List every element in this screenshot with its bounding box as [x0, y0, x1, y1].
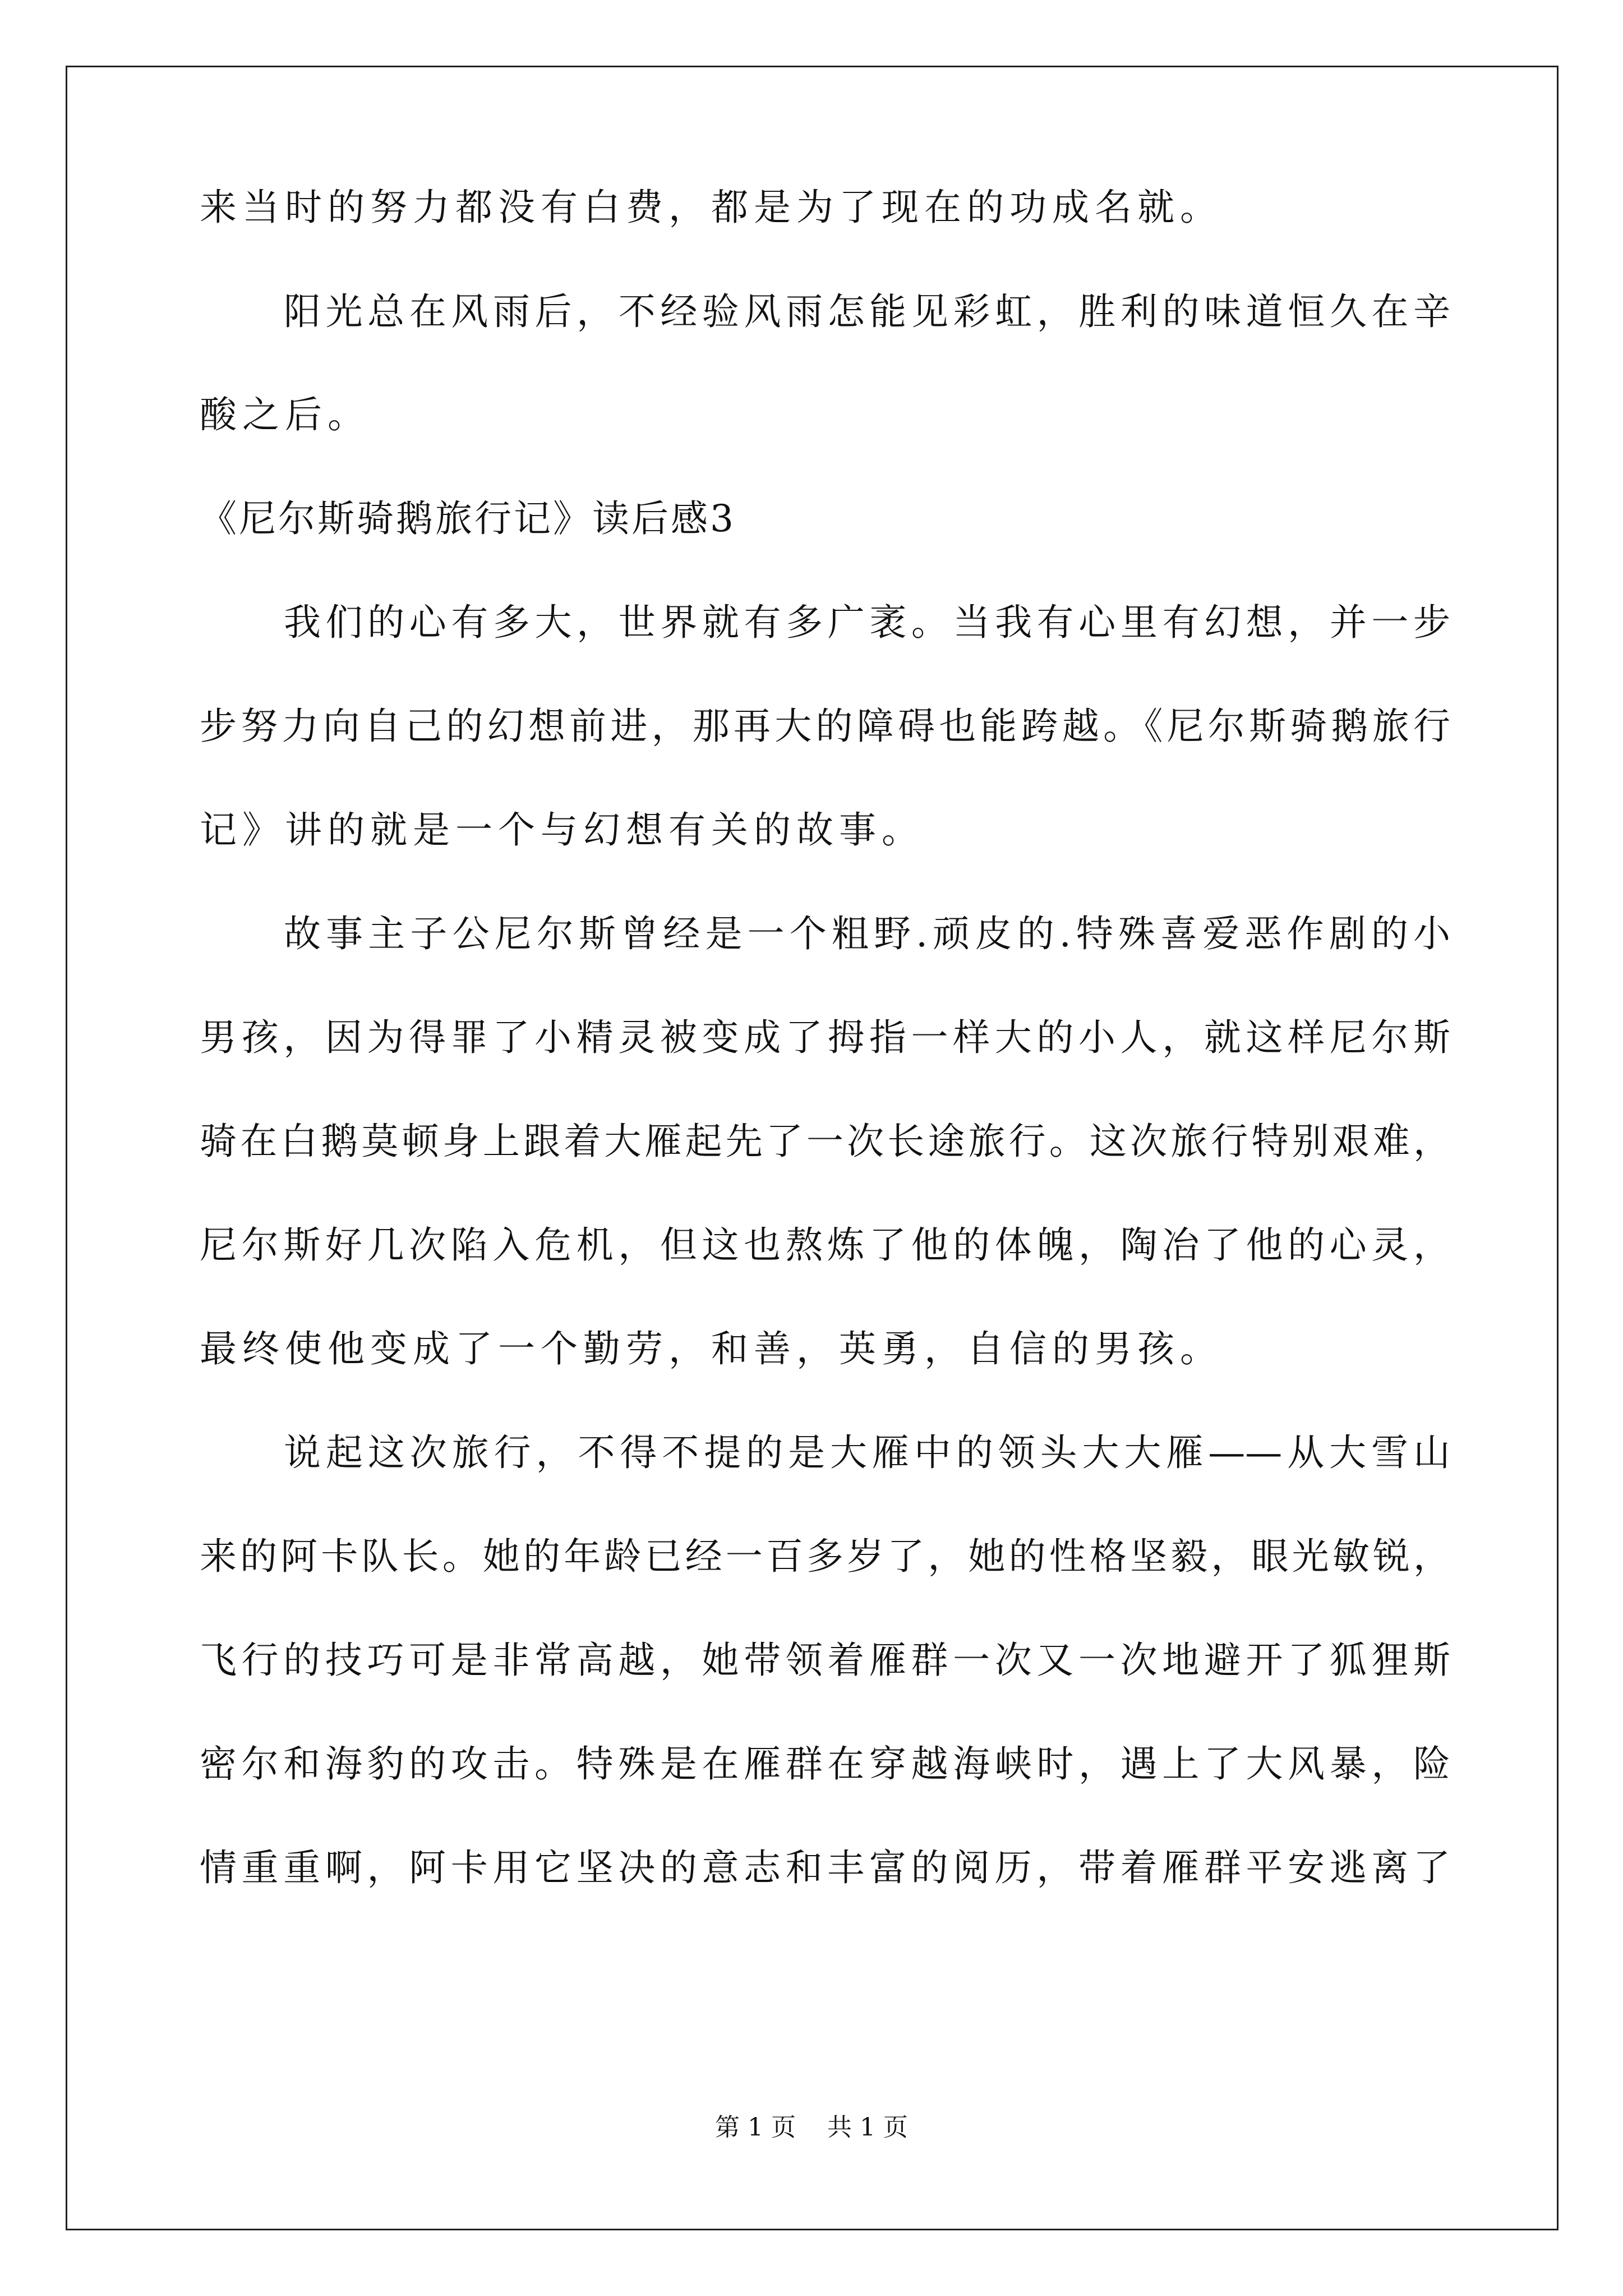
section-heading: 《尼尔斯骑鹅旅行记》读后感3 [200, 497, 736, 540]
text-line: 来的阿卡队长。她的年龄已经一百多岁了，她的性格坚毅，眼光敏锐， [200, 1535, 1450, 1578]
text-line: 尼尔斯好几次陷入危机，但这也熬炼了他的体魄，陶冶了他的心灵， [200, 1223, 1450, 1267]
text-line: 步努力向自己的幻想前进，那再大的障碍也能跨越。《尼尔斯骑鹅旅行 [200, 705, 1450, 748]
text-line: 故事主子公尼尔斯曾经是一个粗野.顽皮的.特殊喜爱恶作剧的小 [284, 912, 1450, 955]
text-line: 说起这次旅行，不得不提的是大雁中的领头大大雁——从大雪山 [284, 1431, 1450, 1474]
text-line: 酸之后。 [200, 393, 370, 436]
text-line: 记》讲的就是一个与幻想有关的故事。 [200, 808, 924, 852]
page-number-footer: 第 1 页 共 1 页 [715, 2113, 908, 2142]
text-line: 骑在白鹅莫顿身上跟着大雁起先了一次长途旅行。这次旅行特别艰难， [200, 1120, 1450, 1163]
text-line: 我们的心有多大，世界就有多广袤。当我有心里有幻想，并一步 [284, 601, 1450, 644]
text-line: 来当时的努力都没有白费，都是为了现在的功成名就。 [200, 186, 1223, 229]
text-line: 男孩，因为得罪了小精灵被变成了拇指一样大的小人，就这样尼尔斯 [200, 1016, 1450, 1059]
text-line: 阳光总在风雨后，不经验风雨怎能见彩虹，胜利的味道恒久在辛 [284, 290, 1450, 333]
text-line: 最终使他变成了一个勤劳，和善，英勇，自信的男孩。 [200, 1327, 1223, 1370]
text-line: 密尔和海豹的攻击。特殊是在雁群在穿越海峡时，遇上了大风暴，险 [200, 1742, 1450, 1786]
text-line: 飞行的技巧可是非常高越，她带领着雁群一次又一次地避开了狐狸斯 [200, 1639, 1450, 1682]
text-line: 情重重啊，阿卡用它坚决的意志和丰富的阅历，带着雁群平安逃离了 [200, 1846, 1450, 1889]
